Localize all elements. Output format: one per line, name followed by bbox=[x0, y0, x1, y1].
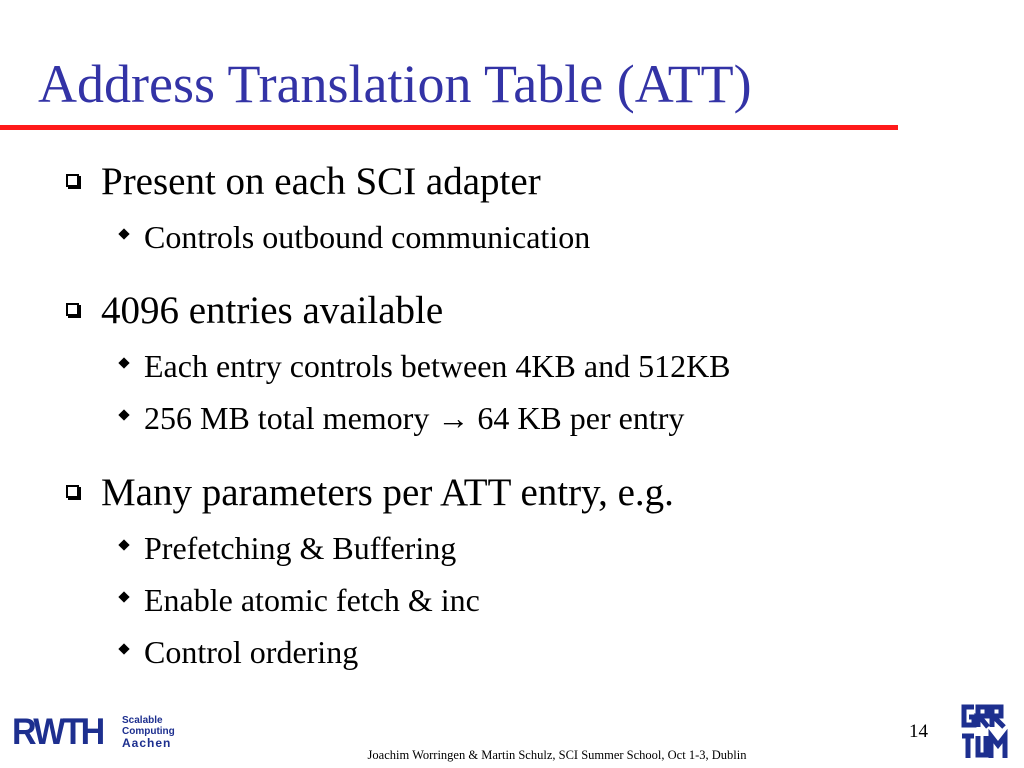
bullet-text: Many parameters per ATT entry, e.g. bbox=[101, 471, 674, 514]
sub-bullet-text: Each entry controls between 4KB and 512KB bbox=[144, 348, 731, 384]
square-bullet-icon bbox=[66, 485, 79, 498]
rwth-logo-subtitle bbox=[122, 715, 175, 750]
square-bullet-icon bbox=[66, 303, 79, 316]
bullet-text: 4096 entries available bbox=[101, 289, 444, 332]
rwth-logo-line: Computing bbox=[122, 726, 175, 737]
slide-title: Address Translation Table (ATT) bbox=[38, 54, 752, 114]
rwth-logo-line: Scalable bbox=[122, 715, 163, 726]
sub-bullet-text: Control ordering bbox=[144, 634, 359, 670]
bullet-text: Present on each SCI adapter bbox=[101, 160, 541, 203]
diamond-bullet-icon bbox=[118, 409, 129, 420]
sub-bullet-text: Controls outbound communication bbox=[144, 219, 591, 255]
sub-bullet-text: Enable atomic fetch & inc bbox=[144, 582, 480, 618]
sub-bullet-text: Prefetching & Buffering bbox=[144, 530, 457, 566]
square-bullet-icon bbox=[66, 174, 79, 187]
diamond-bullet-icon bbox=[118, 591, 129, 602]
rwth-logo bbox=[12, 712, 182, 752]
diamond-bullet-icon bbox=[118, 357, 129, 368]
diamond-bullet-icon bbox=[118, 539, 129, 550]
rwth-logo-wordmark: RWTH bbox=[12, 711, 103, 752]
diamond-bullet-icon bbox=[118, 228, 129, 239]
sub-bullet-text: 256 MB total memory → 64 KB per entry bbox=[144, 400, 685, 436]
rwth-logo-line: Aachen bbox=[122, 736, 172, 750]
diamond-bullet-icon bbox=[118, 643, 129, 654]
page-number: 14 bbox=[909, 721, 928, 742]
slide-footer: Joachim Worringen & Martin Schulz, SCI Summer School, Oct 1-3, Dublin bbox=[367, 748, 747, 762]
